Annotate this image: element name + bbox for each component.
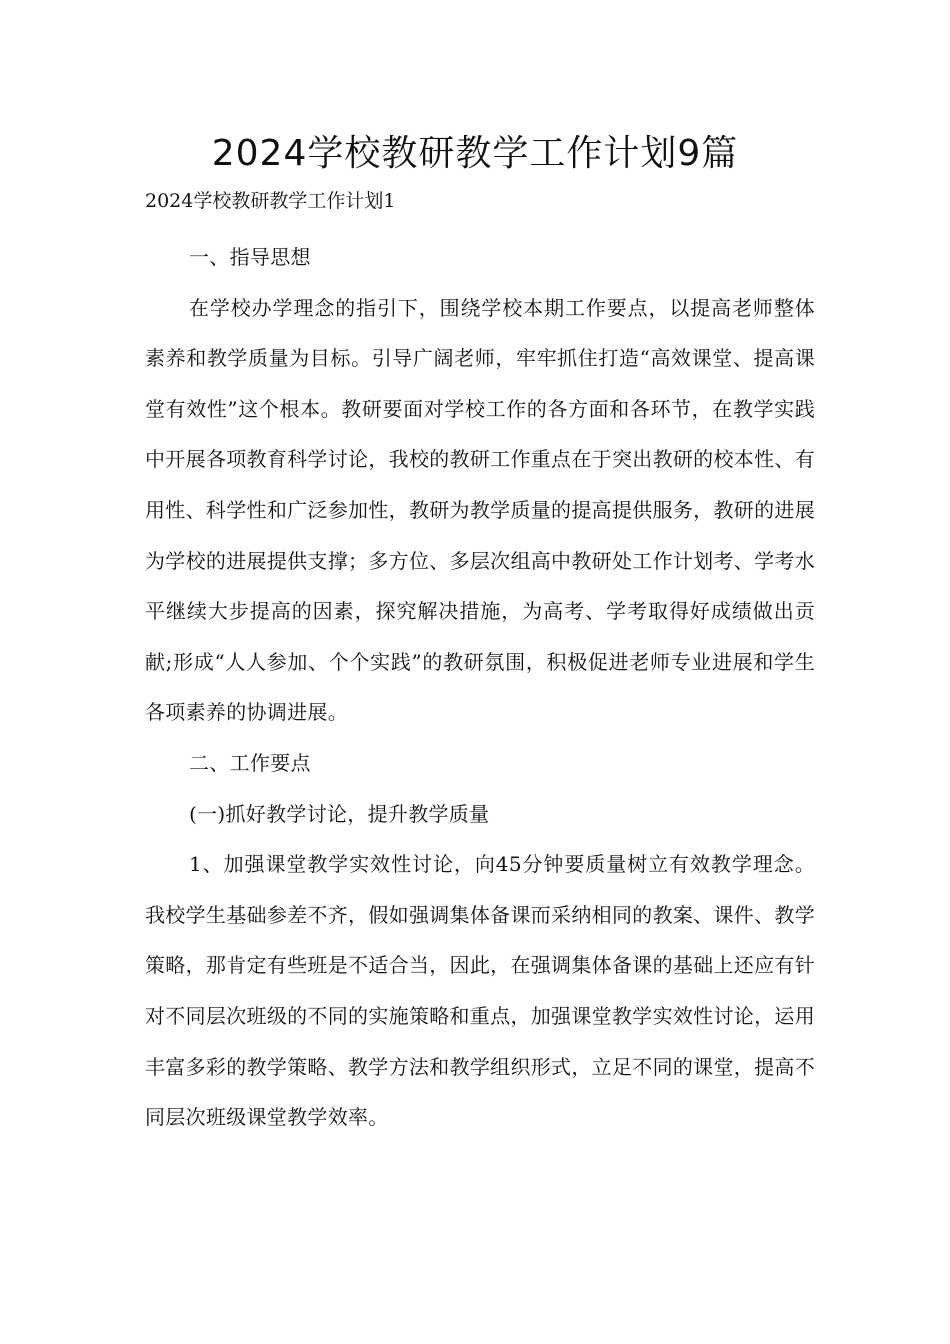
subsection-heading-teaching-research: (一)抓好教学讨论，提升教学质量: [189, 801, 490, 826]
section-heading-work-points: 二、工作要点: [189, 750, 311, 775]
document-body: [145, 232, 815, 1143]
document-title: 2024学校教研教学工作计划9篇: [211, 133, 739, 174]
document-subtitle: 2024学校教研教学工作计划1: [145, 190, 396, 212]
paragraph-guiding-ideology: 在学校办学理念的指引下，围绕学校本期工作要点，以提高老师整体素养和教学质量为目标。引导广阔老师，牢牢抓住打造“高效课堂、提高课堂有效性”这个根本。教研要面对学校工作的各方面和各环节，在教学实践中开展各项教育科学讨论，我校的教研工作重点在于突出教研的校本性、有用性、科学性和广泛参加性，教研为教学质量的提高提供服务，教研的进展为学校的进展提供支撑；多方位、多层次组高中教研处工作计划考、学考水平继续大步提高的因素，探究解决措施，为高考、学考取得好成绩做出贡献;形成“人人参加、个个实践”的教研氛围，积极促进老师专业进展和学生各项素养的协调进展。: [145, 295, 815, 725]
paragraph-classroom-effectiveness: 1、加强课堂教学实效性讨论，向45分钟要质量树立有效教学理念。我校学生基础参差不齐，假如强调集体备课而采纳相同的教案、课件、教学策略，那肯定有些班是不适合当，因此，在强调集体备课的基础上还应有针对不同层次班级的不同的实施策略和重点，加强课堂教学实效性讨论，运用丰富多彩的教学策略、教学方法和教学组织形式，立足不同的课堂，提高不同层次班级课堂教学效率。: [145, 852, 815, 1130]
section-heading-guiding-ideology: 一、指导思想: [189, 245, 311, 269]
